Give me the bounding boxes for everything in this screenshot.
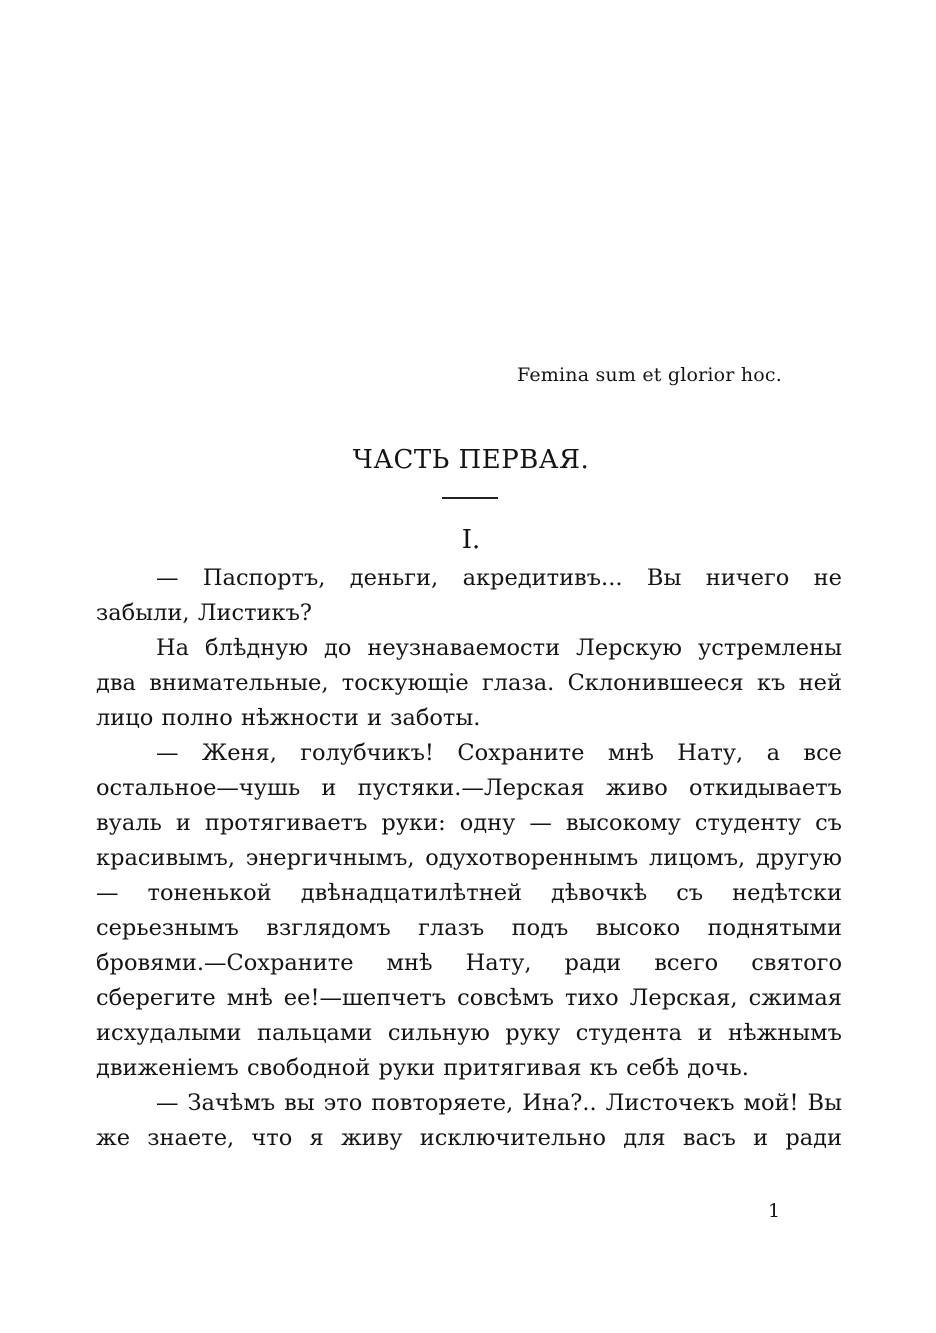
page-number: 1	[768, 1200, 781, 1222]
paragraph: — Женя, голубчикъ! Сохраните мнѣ Нату, а все остальное—чушь и пустяки.—Лерская живо откидываетъ вуаль и протягиваетъ руки: одну — высокому студенту съ красивымъ, энергичнымъ, одухотвореннымъ лицомъ, другую — тоненькой двѣнадцатилѣтней дѣвочкѣ съ недѣтски серьезнымъ взглядомъ глазъ подъ высоко поднятыми бровями.—Сохраните мнѣ Нату, ради всего святого сберегите мнѣ ее!—шепчетъ совсѣмъ тихо Лерская, сжимая исхудалыми пальцами сильную руку студента и нѣжнымъ движеніемъ свободной руки притягивая къ себѣ дочь.	[96, 740, 842, 1081]
paragraph: На блѣдную до неузнаваемости Лерскую устремлены два внимательные, тоскующіе глаза. Склонившееся къ ней лицо полно нѣжности и заботы.	[96, 635, 842, 731]
epigraph: Femina sum et glorior hoc.	[516, 364, 782, 386]
title-divider	[442, 497, 498, 499]
paragraph: — Зачѣмъ вы это повторяете, Ина?.. Листочекъ мой! Вы же знаете, что я живу исключительно для васъ и ради	[96, 1090, 842, 1151]
body-text	[96, 561, 842, 1156]
part-title: ЧАСТЬ ПЕРВАЯ.	[352, 445, 590, 475]
chapter-number: I.	[461, 525, 481, 555]
paragraph: — Паспортъ, деньги, акредитивъ... Вы ничего не забыли, Листикъ?	[96, 565, 842, 626]
